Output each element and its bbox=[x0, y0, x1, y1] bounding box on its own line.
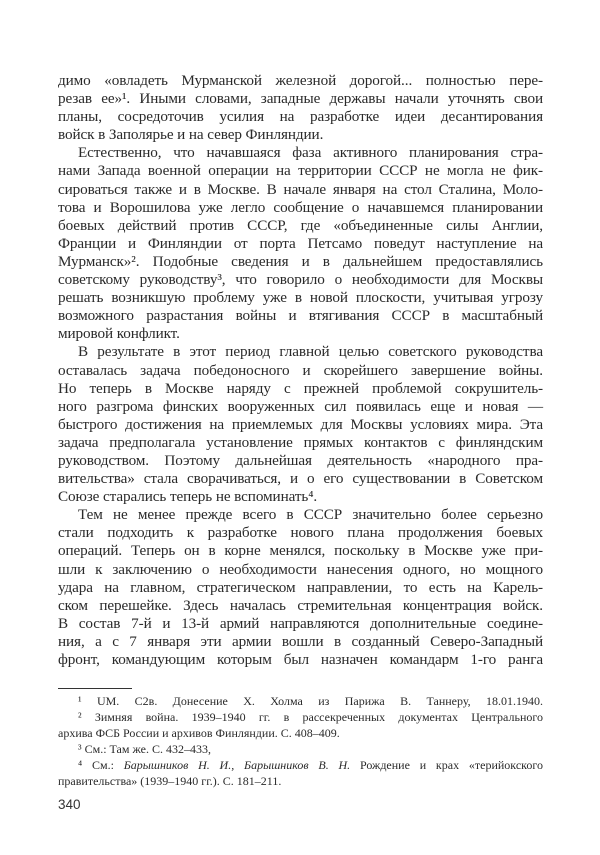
text-line: Союзе старались теперь не вспоминать⁴. bbox=[58, 488, 318, 506]
text-line: советскому руководству³, что говорило о необходимости для Москвы bbox=[58, 271, 543, 289]
text-line: решать возникшую проблему уже в новой плоскости, учитывая угрозу bbox=[58, 289, 543, 307]
text-line: В состав 7-й и 13-й армий направляются дополнительные соедине- bbox=[58, 614, 543, 632]
text-line: стали подходить к разработке нового плана продолжения боевых bbox=[58, 524, 543, 542]
footnote-2-cont: архива ФСБ России и архивов Финляндии. С. 408–409. bbox=[58, 725, 340, 740]
text-line: димо «овладеть Мурманской железной дорогой... полностью пере- bbox=[58, 72, 543, 89]
text-line: Мурманск»². Подобные сведения и в дальнейшем предоставлялись bbox=[58, 252, 543, 270]
text-line: задача предполагала установление прямых контактов с финляндским bbox=[58, 433, 543, 451]
text-line: войск в Заполярье и на север Финляндии. bbox=[58, 126, 324, 144]
text-line: быстрого достижения на приемлемых для Москвы условиях мира. Эта bbox=[58, 415, 543, 433]
text-line: Естественно, что начавшаяся фаза активного планирования стра- bbox=[78, 144, 543, 162]
text-line: ния, а с 7 января эти армии вошли в созданный Северо-Западный bbox=[58, 632, 543, 650]
text-line: нами Запада военной операции на территории СССР не могла не фик- bbox=[58, 162, 543, 180]
text-line: ного разгрома финских вооруженных сил появилась еще и новая — bbox=[58, 397, 543, 415]
text-line: планы, сосредоточив усилия на разработке идеи десантирования bbox=[58, 108, 543, 126]
text-line: сироваться также и в Москве. В начале января на стол Сталина, Моло- bbox=[58, 180, 543, 198]
footnote-4-title: Рождение и крах «терийокского bbox=[350, 757, 543, 772]
text-line: руководством. Поэтому дальнейшая деятельность «народного пра- bbox=[58, 451, 543, 469]
text-line: фронт, командующим которым был назначен командарм 1-го ранга bbox=[58, 651, 543, 668]
text-line: удара на главном, стратегическом направлении, то есть на Карель- bbox=[58, 578, 543, 596]
footnote-1: ¹ UM. C2в. Донесение Х. Холма из Парижа В. Таннеру, 18.01.1940. bbox=[78, 694, 543, 708]
footnote-4-prefix: ⁴ См.: bbox=[78, 757, 124, 772]
text-line: шли к заключению о необходимости нанесения одного, но мощного bbox=[58, 560, 543, 578]
footnote-4-authors: Барышников Н. И., Барышников В. Н. bbox=[123, 757, 351, 772]
text-line: това и Ворошилова уже легло сообщение о начавшемся планировании bbox=[58, 198, 543, 216]
footnote-4 bbox=[58, 758, 543, 774]
footnote-3: ³ См.: Там же. С. 432–433, bbox=[78, 741, 211, 756]
footnotes bbox=[58, 694, 543, 789]
page-number: 340 bbox=[58, 797, 81, 812]
text-line: ском перешейке. Здесь началась стремительная концентрация войск. bbox=[58, 596, 543, 614]
text-line: Тем не менее прежде всего в СССР значительно более серьезно bbox=[78, 506, 543, 524]
footnote-4-cont: правительства» (1939–1940 гг.). С. 181–211. bbox=[58, 773, 282, 788]
text-line: резав ее»¹. Иными словами, западные державы начали уточнять свои bbox=[58, 90, 543, 108]
text-line: оставалась задача победоносного и скорейшего завершение войны. bbox=[58, 361, 543, 379]
text-line: Но теперь в Москве наряду с прежней проблемой сокрушитель- bbox=[58, 379, 543, 397]
footnote-2: ² Зимняя война. 1939–1940 гг. в рассекреченных документах Центрального bbox=[78, 709, 543, 724]
text-line: боевых действий против СССР, где «объединенные силы Англии, bbox=[58, 216, 543, 234]
text-line: Франции и Финляндии от порта Петсамо поведут наступление на bbox=[58, 234, 543, 252]
text-line: возможного разрастания войны и втягивания СССР в масштабный bbox=[58, 307, 543, 325]
text-line: мировой конфликт. bbox=[58, 325, 180, 343]
text-line: В результате в этот период главной целью советского руководства bbox=[78, 343, 543, 361]
body-text bbox=[58, 72, 543, 669]
text-line: вительства» стала сворачиваться, и о его существовании в Советском bbox=[58, 470, 543, 488]
text-line: операций. Теперь он в корне менялся, поскольку в Москве уже при- bbox=[58, 542, 543, 560]
footnote-separator bbox=[58, 688, 132, 689]
